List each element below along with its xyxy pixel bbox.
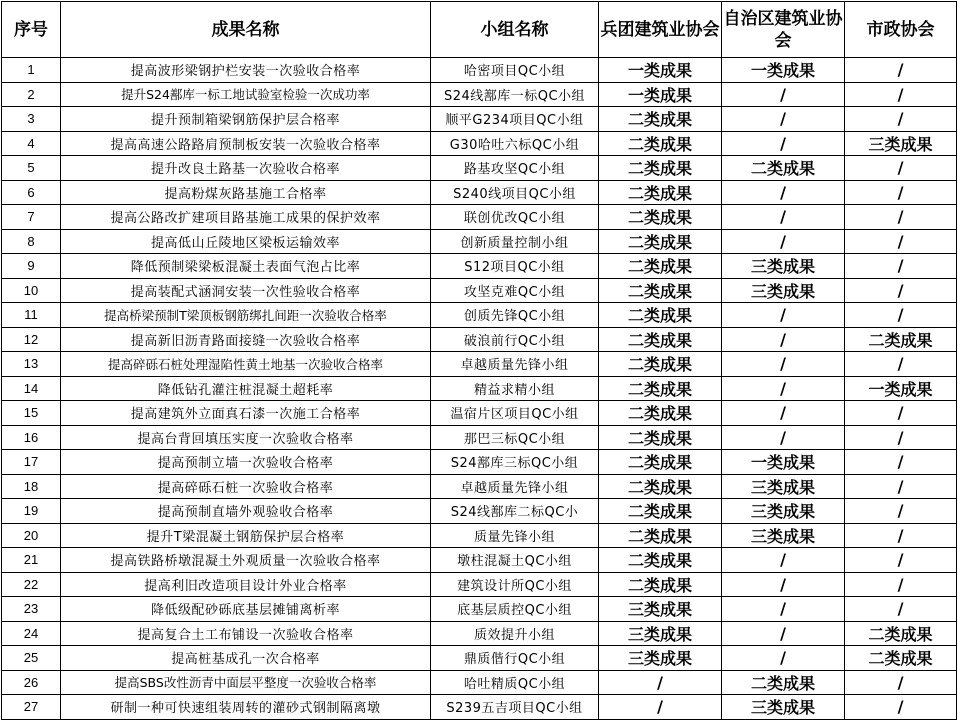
cell-group-name: S24线鄯库一标QC小组 [431, 82, 599, 107]
cell-result-name: 降低级配砂砾底基层摊铺离析率 [61, 597, 431, 622]
cell-bingtuan-result: 二类成果 [599, 523, 722, 548]
cell-zizhiqu-result: / [722, 401, 845, 426]
cell-group-name: G30哈吐六标QC小组 [431, 131, 599, 156]
cell-no: 2 [2, 82, 61, 107]
cell-shizheng-result: / [845, 523, 957, 548]
cell-shizheng-result: / [845, 303, 957, 328]
cell-shizheng-result: 一类成果 [845, 376, 957, 401]
cell-zizhiqu-result: 一类成果 [722, 58, 845, 83]
cell-shizheng-result: 三类成果 [845, 131, 957, 156]
cell-result-name: 提高碎砾石桩一次验收合格率 [61, 474, 431, 499]
cell-result-name: 提高桩基成孔一次合格率 [61, 646, 431, 671]
cell-no: 15 [2, 401, 61, 426]
cell-bingtuan-result: 二类成果 [599, 450, 722, 475]
cell-group-name: 创质先锋QC小组 [431, 303, 599, 328]
cell-no: 11 [2, 303, 61, 328]
cell-shizheng-result: / [845, 450, 957, 475]
cell-shizheng-result: / [845, 180, 957, 205]
cell-shizheng-result: / [845, 254, 957, 279]
cell-no: 4 [2, 131, 61, 156]
cell-shizheng-result: / [845, 474, 957, 499]
cell-shizheng-result: / [845, 670, 957, 695]
cell-shizheng-result: / [845, 205, 957, 230]
cell-bingtuan-result: 三类成果 [599, 646, 722, 671]
cell-zizhiqu-result: / [722, 621, 845, 646]
cell-group-name: S240线项目QC小组 [431, 180, 599, 205]
cell-shizheng-result: / [845, 425, 957, 450]
header-no: 序号 [2, 2, 61, 58]
cell-zizhiqu-result: / [722, 82, 845, 107]
table-row [2, 180, 957, 205]
table-row [2, 572, 957, 597]
cell-zizhiqu-result: 二类成果 [722, 156, 845, 181]
cell-no: 1 [2, 58, 61, 83]
cell-no: 14 [2, 376, 61, 401]
cell-zizhiqu-result: / [722, 376, 845, 401]
cell-no: 13 [2, 352, 61, 377]
cell-group-name: 顺平G234项目QC小组 [431, 107, 599, 132]
cell-no: 17 [2, 450, 61, 475]
table-row [2, 670, 957, 695]
cell-result-name: 提高复合土工布铺设一次验收合格率 [61, 621, 431, 646]
table-row [2, 131, 957, 156]
cell-group-name: 质效提升小组 [431, 621, 599, 646]
cell-bingtuan-result: 二类成果 [599, 131, 722, 156]
cell-no: 25 [2, 646, 61, 671]
cell-shizheng-result: / [845, 229, 957, 254]
table-row [2, 82, 957, 107]
cell-result-name: 提升S24鄯库一标工地试验室检验一次成功率 [61, 82, 431, 107]
cell-no: 26 [2, 670, 61, 695]
cell-shizheng-result: / [845, 156, 957, 181]
cell-bingtuan-result: 二类成果 [599, 499, 722, 524]
table-row [2, 327, 957, 352]
table-row [2, 621, 957, 646]
cell-result-name: 提升T梁混凝土钢筋保护层合格率 [61, 523, 431, 548]
table-row [2, 548, 957, 573]
cell-result-name: 研制一种可快速组装周转的灌砂式钢制隔离墩 [61, 695, 431, 720]
table-row [2, 352, 957, 377]
cell-no: 19 [2, 499, 61, 524]
cell-group-name: S12项目QC小组 [431, 254, 599, 279]
cell-bingtuan-result: 二类成果 [599, 425, 722, 450]
cell-shizheng-result: / [845, 572, 957, 597]
cell-group-name: 精益求精小组 [431, 376, 599, 401]
cell-bingtuan-result: 二类成果 [599, 352, 722, 377]
table-row [2, 278, 957, 303]
cell-zizhiqu-result: 三类成果 [722, 499, 845, 524]
cell-shizheng-result: 二类成果 [845, 327, 957, 352]
cell-group-name: S24鄯库三标QC小组 [431, 450, 599, 475]
cell-bingtuan-result: 三类成果 [599, 621, 722, 646]
cell-result-name: 降低钻孔灌注桩混凝土超耗率 [61, 376, 431, 401]
cell-zizhiqu-result: / [722, 425, 845, 450]
cell-result-name: 提高低山丘陵地区梁板运输效率 [61, 229, 431, 254]
header-shizheng: 市政协会 [845, 2, 957, 58]
cell-zizhiqu-result: 三类成果 [722, 695, 845, 720]
cell-group-name: 破浪前行QC小组 [431, 327, 599, 352]
cell-result-name: 提高台背回填压实度一次验收合格率 [61, 425, 431, 450]
cell-zizhiqu-result: 三类成果 [722, 278, 845, 303]
cell-shizheng-result: / [845, 82, 957, 107]
cell-shizheng-result: / [845, 695, 957, 720]
cell-result-name: 提高桥梁预制T梁顶板钢筋绑扎间距一次验收合格率 [61, 303, 431, 328]
cell-no: 22 [2, 572, 61, 597]
cell-group-name: 底基层质控QC小组 [431, 597, 599, 622]
cell-result-name: 提高粉煤灰路基施工合格率 [61, 180, 431, 205]
cell-shizheng-result: / [845, 499, 957, 524]
cell-no: 27 [2, 695, 61, 720]
cell-group-name: 联创优改QC小组 [431, 205, 599, 230]
cell-bingtuan-result: 一类成果 [599, 58, 722, 83]
cell-bingtuan-result: 二类成果 [599, 229, 722, 254]
cell-bingtuan-result: 二类成果 [599, 156, 722, 181]
cell-result-name: 提高SBS改性沥青中面层平整度一次验收合格率 [61, 670, 431, 695]
cell-bingtuan-result: 一类成果 [599, 82, 722, 107]
cell-shizheng-result: / [845, 597, 957, 622]
header-name: 成果名称 [61, 2, 431, 58]
cell-no: 10 [2, 278, 61, 303]
header-zizhiqu: 自治区建筑业协会 [722, 2, 845, 58]
results-table [1, 1, 957, 720]
cell-result-name: 提高新旧沥青路面接缝一次验收合格率 [61, 327, 431, 352]
table-row [2, 695, 957, 720]
cell-group-name: 攻坚克难QC小组 [431, 278, 599, 303]
cell-group-name: 哈密项目QC小组 [431, 58, 599, 83]
cell-zizhiqu-result: / [722, 131, 845, 156]
table-row [2, 107, 957, 132]
cell-shizheng-result: / [845, 58, 957, 83]
cell-result-name: 提升改良土路基一次验收合格率 [61, 156, 431, 181]
table-row [2, 474, 957, 499]
cell-group-name: 质量先锋小组 [431, 523, 599, 548]
cell-group-name: 创新质量控制小组 [431, 229, 599, 254]
cell-bingtuan-result: 二类成果 [599, 401, 722, 426]
cell-zizhiqu-result: 三类成果 [722, 523, 845, 548]
cell-no: 12 [2, 327, 61, 352]
cell-bingtuan-result: 二类成果 [599, 303, 722, 328]
cell-group-name: 卓越质量先锋小组 [431, 352, 599, 377]
table-row [2, 401, 957, 426]
cell-bingtuan-result: 二类成果 [599, 572, 722, 597]
cell-group-name: S239五吉项目QC小组 [431, 695, 599, 720]
cell-result-name: 提高预制直墙外观验收合格率 [61, 499, 431, 524]
cell-result-name: 降低预制梁梁板混凝土表面气泡占比率 [61, 254, 431, 279]
cell-zizhiqu-result: / [722, 548, 845, 573]
cell-result-name: 提高公路改扩建项目路基施工成果的保护效率 [61, 205, 431, 230]
table-row [2, 523, 957, 548]
cell-no: 8 [2, 229, 61, 254]
cell-shizheng-result: / [845, 352, 957, 377]
cell-no: 9 [2, 254, 61, 279]
cell-zizhiqu-result: / [722, 327, 845, 352]
cell-group-name: 哈吐精质QC小组 [431, 670, 599, 695]
cell-result-name: 提高预制立墙一次验收合格率 [61, 450, 431, 475]
cell-zizhiqu-result: / [722, 180, 845, 205]
cell-zizhiqu-result: / [722, 303, 845, 328]
cell-no: 23 [2, 597, 61, 622]
cell-group-name: 鼎质偕行QC小组 [431, 646, 599, 671]
cell-bingtuan-result: 二类成果 [599, 254, 722, 279]
header-row [2, 2, 957, 58]
cell-bingtuan-result: 二类成果 [599, 327, 722, 352]
cell-no: 21 [2, 548, 61, 573]
table-row [2, 156, 957, 181]
cell-no: 6 [2, 180, 61, 205]
table-row [2, 450, 957, 475]
cell-shizheng-result: / [845, 278, 957, 303]
cell-bingtuan-result: 二类成果 [599, 180, 722, 205]
table-row [2, 646, 957, 671]
cell-zizhiqu-result: / [722, 352, 845, 377]
table-row [2, 229, 957, 254]
table-row [2, 254, 957, 279]
cell-result-name: 提高高速公路路肩预制板安装一次验收合格率 [61, 131, 431, 156]
cell-zizhiqu-result: 一类成果 [722, 450, 845, 475]
cell-shizheng-result: 二类成果 [845, 621, 957, 646]
cell-zizhiqu-result: / [722, 107, 845, 132]
cell-no: 5 [2, 156, 61, 181]
cell-bingtuan-result: 二类成果 [599, 474, 722, 499]
cell-bingtuan-result: / [599, 670, 722, 695]
cell-no: 18 [2, 474, 61, 499]
cell-bingtuan-result: 二类成果 [599, 107, 722, 132]
cell-result-name: 提高利旧改造项目设计外业合格率 [61, 572, 431, 597]
cell-shizheng-result: / [845, 401, 957, 426]
cell-shizheng-result: 二类成果 [845, 646, 957, 671]
table-row [2, 376, 957, 401]
cell-result-name: 提高装配式涵洞安装一次性验收合格率 [61, 278, 431, 303]
cell-no: 16 [2, 425, 61, 450]
cell-zizhiqu-result: 三类成果 [722, 254, 845, 279]
cell-no: 24 [2, 621, 61, 646]
cell-no: 7 [2, 205, 61, 230]
cell-zizhiqu-result: / [722, 597, 845, 622]
cell-bingtuan-result: 三类成果 [599, 597, 722, 622]
cell-group-name: 卓越质量先锋小组 [431, 474, 599, 499]
cell-bingtuan-result: / [599, 695, 722, 720]
cell-zizhiqu-result: / [722, 229, 845, 254]
cell-bingtuan-result: 二类成果 [599, 376, 722, 401]
cell-zizhiqu-result: / [722, 205, 845, 230]
table-row [2, 499, 957, 524]
cell-bingtuan-result: 二类成果 [599, 548, 722, 573]
table-row [2, 205, 957, 230]
cell-group-name: 那巴三标QC小组 [431, 425, 599, 450]
table-row [2, 58, 957, 83]
cell-shizheng-result: / [845, 107, 957, 132]
cell-group-name: 路基攻坚QC小组 [431, 156, 599, 181]
cell-group-name: 温宿片区项目QC小组 [431, 401, 599, 426]
cell-result-name: 提高铁路桥墩混凝土外观质量一次验收合格率 [61, 548, 431, 573]
cell-result-name: 提升预制箱梁钢筋保护层合格率 [61, 107, 431, 132]
cell-zizhiqu-result: / [722, 572, 845, 597]
cell-result-name: 提高波形梁钢护栏安装一次验收合格率 [61, 58, 431, 83]
table-row [2, 597, 957, 622]
cell-bingtuan-result: 二类成果 [599, 205, 722, 230]
cell-no: 20 [2, 523, 61, 548]
cell-no: 3 [2, 107, 61, 132]
cell-group-name: S24线鄯库二标QC小 [431, 499, 599, 524]
cell-zizhiqu-result: / [722, 646, 845, 671]
cell-shizheng-result: / [845, 548, 957, 573]
cell-group-name: 建筑设计所QC小组 [431, 572, 599, 597]
header-bingtuan: 兵团建筑业协会 [599, 2, 722, 58]
cell-result-name: 提高碎砾石桩处理湿陷性黄土地基一次验收合格率 [61, 352, 431, 377]
cell-zizhiqu-result: 三类成果 [722, 474, 845, 499]
cell-bingtuan-result: 二类成果 [599, 278, 722, 303]
cell-result-name: 提高建筑外立面真石漆一次施工合格率 [61, 401, 431, 426]
header-group: 小组名称 [431, 2, 599, 58]
table-row [2, 303, 957, 328]
cell-group-name: 墩柱混凝土QC小组 [431, 548, 599, 573]
table-row [2, 425, 957, 450]
cell-zizhiqu-result: 二类成果 [722, 670, 845, 695]
